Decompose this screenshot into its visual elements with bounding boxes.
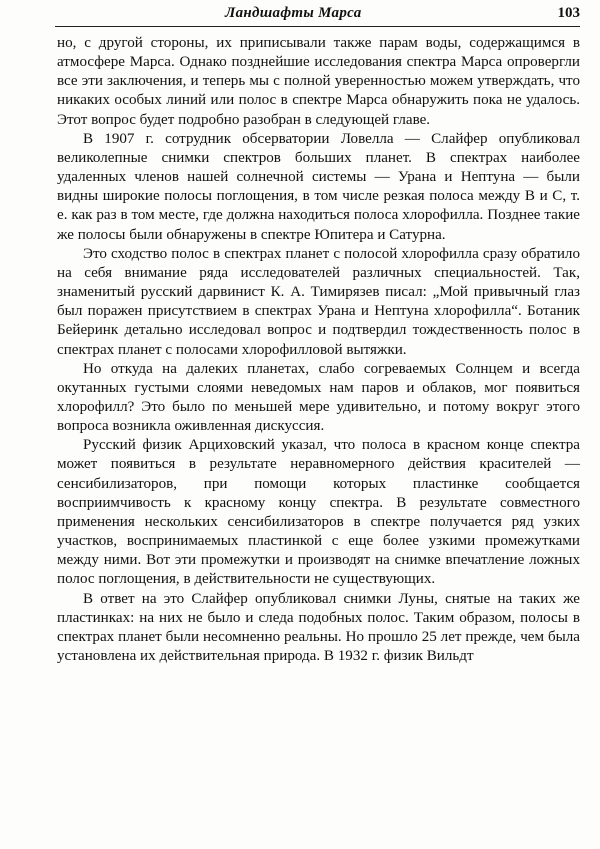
paragraph-chlorophyll-similarity: Это сходство полос в спектрах планет с полосой хлорофилла сразу обратило на себя внимание ряда исследователей различных специальностей. Так, знаменитый русский дарвинист К. А. Тимирязев писал: „Мой привычный глаз был поражен присутствием в спектрах Урана и Нептуна хлорофилла“. Ботаник Бейеринк детально исследовал вопрос и подтвердил тождественность полос в спектрах планет с полосами хлорофилловой вытяжки.: [57, 245, 580, 358]
running-header: [55, 4, 580, 27]
body-text: [57, 34, 580, 666]
paragraph-discussion: Но откуда на далеких планетах, слабо согреваемых Солнцем и всегда окутанных густыми слоями неведомых нам паров и облаков, мог появиться хлорофилл? Это было по меньшей мере удивительно, и потому вокруг этого вопроса возникла оживленная дискуссия.: [57, 360, 580, 435]
paragraph-artsikhovsky: Русский физик Арциховский указал, что полоса в красном конце спектра может появиться в результате неравномерного действия красителей — сенсибилизаторов, при помощи которых пластинке сообщается восприимчивость к красному концу спектра. В результате совместного применения нескольких сенсибилизаторов в спектре получается ряд узких участков, воспринимаемых пластинкой с еще более узкими промежутками между ними. Вот эти промежутки и производят на снимке впечатление ложных полос поглощения, в действительности не существующих.: [57, 437, 580, 588]
paragraph-slipher-spectra: В 1907 г. сотрудник обсерватории Ловелла — Слайфер опубликовал великолепные снимки спектров больших планет. В спектрах наиболее удаленных членов нашей солнечной системы — Урана и Нептуна — были видны широкие полосы поглощения, в том числе резкая полоса между B и C, т. е. как раз в том месте, где должна находиться полоса хлорофилла. Позднее такие же полосы были обнаружены в спектре Юпитера и Сатурна.: [57, 130, 580, 243]
page-number: 103: [557, 5, 580, 21]
running-title: Ландшафты Марса: [225, 5, 362, 21]
paragraph-moon-photos: В ответ на это Слайфер опубликовал снимки Луны, снятые на таких же пластинках: на них не было и следа подобных полос. Таким образом, полосы в спектрах планет были несомненно реальны. Но прошло 25 лет прежде, чем была установлена их действительная природа. В 1932 г. физик Вильдт: [57, 590, 580, 664]
paragraph-continuation: но, с другой стороны, их приписывали также парам воды, содержащимся в атмосфере Марса. Однако позднейшие исследования спектра Марса опровергли все эти заключения, и теперь мы с полной уверенностью можем утверждать, что никаких особых линий или полос в спектре Марса обнаружить пока не удалось. Этот вопрос будет подробно разобран в следующей главе.: [57, 35, 580, 128]
